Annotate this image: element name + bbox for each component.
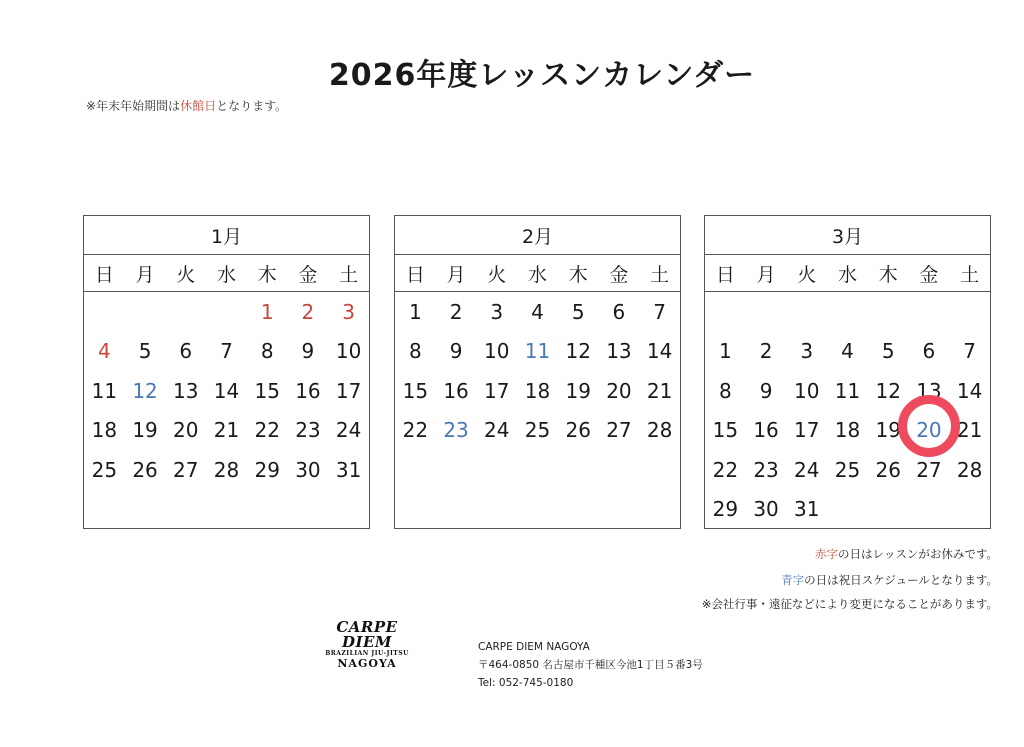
day-cell: 15 — [712, 418, 739, 443]
day-cell: 22 — [712, 457, 739, 482]
day-cell: 2 — [759, 339, 773, 364]
weekday-row — [84, 255, 369, 292]
day-cell: 4 — [841, 339, 854, 364]
highlight-circle — [898, 395, 960, 457]
day-cell: 23 — [443, 418, 469, 443]
legend-disclaimer: ※会社行事・遠征などにより変更になることがあります。 — [701, 597, 998, 611]
day-cell: 20 — [916, 418, 942, 443]
day-cell: 27 — [606, 418, 632, 443]
weekday-label: 月 — [135, 263, 155, 286]
day-cell: 5 — [881, 339, 895, 364]
weekday-label: 金 — [298, 263, 318, 286]
day-cell: 23 — [753, 457, 779, 482]
day-cell: 6 — [612, 299, 626, 324]
day-cell: 21 — [646, 378, 673, 403]
day-cell: 24 — [484, 418, 510, 443]
month-header: 3月 — [705, 216, 990, 255]
day-cell: 22 — [402, 418, 429, 443]
day-cell: 30 — [295, 457, 321, 482]
day-cell: 6 — [179, 339, 193, 364]
day-cell: 7 — [220, 339, 233, 364]
day-cell: 27 — [916, 457, 942, 482]
day-cell: 19 — [132, 418, 158, 443]
calendar-march — [704, 215, 991, 529]
day-cell: 17 — [794, 418, 820, 443]
day-cell: 7 — [653, 299, 666, 324]
closure-note — [86, 97, 287, 114]
day-cell: 20 — [606, 378, 632, 403]
closure-note-suffix: となります。 — [216, 99, 288, 113]
legend-blue — [781, 572, 998, 588]
weekday-label: 水 — [527, 263, 547, 286]
day-cell: 28 — [956, 457, 983, 482]
weekday-label: 水 — [837, 263, 857, 286]
day-cell: 25 — [524, 418, 551, 443]
day-cell: 12 — [565, 339, 591, 364]
day-cell: 11 — [834, 378, 861, 403]
weekday-label: 土 — [339, 263, 359, 286]
day-cell: 17 — [335, 378, 362, 403]
day-cell: 9 — [449, 339, 463, 364]
day-cell: 30 — [753, 497, 779, 522]
day-cell: 25 — [91, 457, 118, 482]
day-cell: 3 — [800, 339, 814, 364]
weekday-label: 金 — [609, 263, 629, 286]
weekday-label: 土 — [650, 263, 670, 286]
weekday-label: 火 — [797, 263, 817, 286]
day-cell: 13 — [916, 378, 942, 403]
day-cell: 28 — [213, 457, 240, 482]
legend-blue-highlight: 青字 — [781, 573, 805, 587]
calendar-february — [394, 215, 681, 529]
day-cell: 5 — [571, 299, 585, 324]
day-cell: 15 — [402, 378, 429, 403]
day-cell: 16 — [295, 378, 321, 403]
day-cell: 15 — [254, 378, 280, 403]
carpe-diem-logo — [312, 620, 422, 669]
day-grid — [395, 292, 680, 450]
day-cell: 16 — [443, 378, 469, 403]
day-cell: 6 — [922, 339, 936, 364]
day-cell: 19 — [875, 418, 901, 443]
day-cell: 19 — [565, 378, 591, 403]
day-cell: 18 — [834, 418, 861, 443]
day-cell: 11 — [91, 378, 118, 403]
contact-block — [478, 638, 703, 692]
day-cell: 3 — [342, 299, 355, 324]
day-cell: 10 — [794, 378, 820, 403]
day-cell: 26 — [132, 457, 158, 482]
day-cell: 14 — [646, 339, 673, 364]
day-cell: 5 — [138, 339, 152, 364]
legend-red — [815, 546, 998, 562]
day-cell: 14 — [213, 378, 240, 403]
day-cell: 1 — [260, 299, 274, 324]
weekday-label: 日 — [405, 263, 425, 286]
contact-address: 〒464-0850 名古屋市千種区今池1丁目５番3号 — [478, 659, 703, 671]
day-cell: 8 — [260, 339, 274, 364]
day-cell: 21 — [213, 418, 240, 443]
day-cell: 29 — [254, 457, 280, 482]
day-cell: 27 — [173, 457, 199, 482]
day-cell: 4 — [531, 299, 544, 324]
weekday-label: 日 — [94, 263, 114, 286]
day-cell: 11 — [524, 339, 551, 364]
weekday-label: 日 — [715, 263, 735, 286]
closure-note-highlight: 休館日 — [180, 99, 217, 113]
day-cell: 3 — [490, 299, 504, 324]
closure-note-prefix: ※年末年始期間は — [86, 99, 181, 113]
weekday-row — [395, 255, 680, 292]
day-cell: 4 — [97, 339, 111, 364]
calendar-january — [83, 215, 370, 529]
month-header: 2月 — [395, 216, 680, 255]
legend-red-text: の日はレッスンがお休みです。 — [838, 547, 998, 561]
day-cell: 24 — [794, 457, 820, 482]
day-cell: 18 — [524, 378, 551, 403]
day-cell: 29 — [712, 497, 739, 522]
day-cell: 10 — [335, 339, 362, 364]
weekday-label: 土 — [960, 263, 980, 286]
contact-tel: Tel: 052-745-0180 — [478, 677, 574, 689]
weekday-label: 火 — [487, 263, 507, 286]
day-cell: 17 — [484, 378, 510, 403]
day-cell: 1 — [408, 299, 422, 324]
day-cell: 12 — [875, 378, 901, 403]
logo-line-1: CARPE DIEM — [336, 618, 398, 651]
legend-red-highlight: 赤字 — [815, 547, 839, 561]
day-grid — [84, 292, 369, 490]
legend-blue-text: の日は祝日スケジュールとなります。 — [804, 573, 998, 587]
day-cell: 18 — [91, 418, 118, 443]
day-cell: 23 — [295, 418, 321, 443]
day-cell: 28 — [646, 418, 673, 443]
logo-line-2: BRAZILIAN JIU-JITSU — [325, 650, 409, 657]
month-header: 1月 — [84, 216, 369, 255]
day-cell: 10 — [484, 339, 510, 364]
weekday-label: 火 — [176, 263, 196, 286]
day-cell: 31 — [794, 497, 820, 522]
day-cell: 12 — [132, 378, 158, 403]
day-cell: 31 — [335, 457, 362, 482]
day-cell: 1 — [718, 339, 732, 364]
day-cell: 9 — [759, 378, 773, 403]
day-cell: 8 — [408, 339, 422, 364]
day-cell: 24 — [335, 418, 362, 443]
day-cell: 26 — [875, 457, 901, 482]
day-cell: 2 — [301, 299, 315, 324]
weekday-row — [705, 255, 990, 292]
day-cell: 13 — [606, 339, 632, 364]
weekday-label: 木 — [568, 263, 588, 286]
day-cell: 22 — [254, 418, 280, 443]
day-cell: 14 — [956, 378, 983, 403]
weekday-label: 月 — [756, 263, 776, 286]
day-cell: 16 — [753, 418, 779, 443]
day-cell: 2 — [449, 299, 463, 324]
weekday-label: 木 — [257, 263, 277, 286]
day-cell: 8 — [718, 378, 732, 403]
weekday-label: 月 — [446, 263, 466, 286]
logo-line-3: NAGOYA — [337, 657, 397, 670]
day-cell: 25 — [834, 457, 861, 482]
day-cell: 26 — [565, 418, 591, 443]
weekday-label: 金 — [919, 263, 939, 286]
day-cell: 21 — [956, 418, 983, 443]
weekday-label: 水 — [216, 263, 236, 286]
day-cell: 20 — [173, 418, 199, 443]
day-cell: 7 — [963, 339, 976, 364]
contact-name: CARPE DIEM NAGOYA — [478, 641, 590, 653]
weekday-label: 木 — [878, 263, 898, 286]
day-cell: 13 — [173, 378, 199, 403]
page-title: 2026年度レッスンカレンダー — [328, 58, 756, 93]
day-cell: 9 — [301, 339, 315, 364]
